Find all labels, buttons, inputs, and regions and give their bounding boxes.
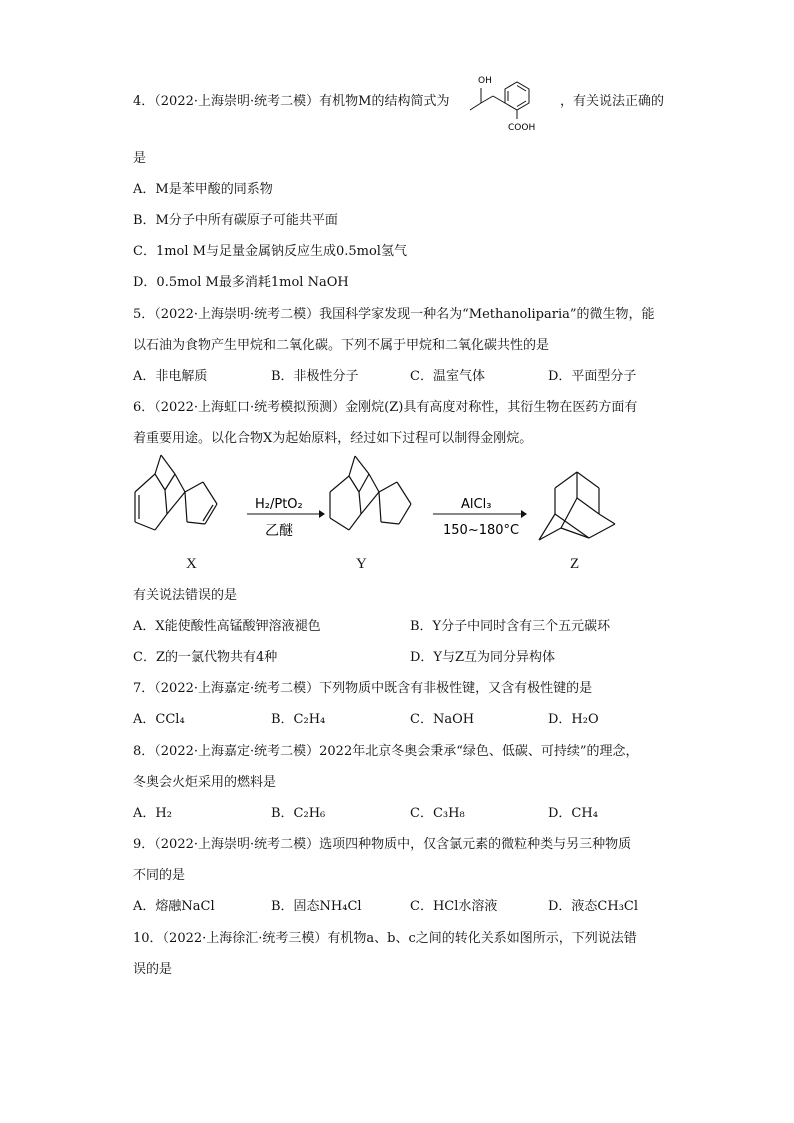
q4-stem-b: ，有关说法正确的	[560, 94, 665, 109]
q4-number: 4．	[133, 94, 155, 109]
q6-reaction-scheme	[125, 452, 645, 552]
q6-question: 有关说法错误的是	[133, 588, 238, 603]
q8-line1	[133, 743, 639, 761]
q6-option-a: A．X能使酸性高锰酸钾溶液褪色	[133, 619, 321, 634]
q10-number: 10．	[133, 931, 163, 946]
q5-line2: 以石油为食物产生甲烷和二氧化碳。下列不属于甲烷和二氧化碳共性的是	[133, 338, 550, 353]
q7-option-a: A．CCl₄	[133, 712, 185, 727]
q10-text1: 有机物a、b、c之间的转化关系如图所示，下列说法错	[327, 931, 637, 946]
q5-text1: 我国科学家发现一种名为“Methanoliparia”的微生物，能	[319, 307, 655, 322]
q4-cooh-label: COOH	[508, 123, 536, 133]
q9-text1: 选项四种物质中，仅含氯元素的微粒种类与另三种物质	[319, 837, 632, 852]
q4-option-a: A．M是苯甲酸的同系物	[133, 182, 273, 197]
q4-oh-label: OH	[478, 76, 492, 86]
q6-option-d: D．Y与Z互为同分异构体	[410, 650, 556, 665]
q6-arrow1-top: H₂/PtO₂	[255, 497, 303, 512]
q7-option-d: D．H₂O	[548, 712, 599, 727]
q6-number: 6．	[133, 400, 155, 415]
q6-arrow-1-head	[319, 510, 325, 518]
q9-number: 9．	[133, 837, 155, 852]
q9-option-d: D．液态CH₃Cl	[548, 899, 639, 914]
q6-label-z: Z	[570, 556, 580, 572]
q9-option-b: B．固态NH₄Cl	[271, 899, 362, 914]
q9-source: （2022·上海崇明·统考二模）	[154, 837, 320, 852]
q4-stem-a: 有机物M的结构简式为	[319, 94, 450, 109]
q10-line1	[133, 930, 637, 948]
q5-option-a: A．非电解质	[133, 369, 208, 384]
q7-option-b: B．C₂H₄	[271, 712, 326, 727]
q6-label-y: Y	[356, 556, 367, 572]
q7-stem: 下列物质中既含有非极性键，又含有极性键的是	[319, 681, 593, 696]
q6-molecule-x	[135, 455, 217, 530]
q10-line2: 误的是	[133, 962, 173, 977]
q5-line1	[133, 306, 655, 324]
q6-text1: 金刚烷(Z)具有高度对称性，其衍生物在医药方面有	[345, 400, 638, 415]
q7-number: 7．	[133, 681, 155, 696]
q9-option-c: C．HCl水溶液	[410, 899, 498, 914]
q9-line1	[133, 836, 631, 854]
q8-source: （2022·上海嘉定·统考二模）	[154, 744, 320, 759]
q8-line2: 冬奥会火炬采用的燃料是	[133, 775, 277, 790]
q4-stem-line	[133, 93, 449, 111]
q4-stem-c: 是	[133, 151, 147, 166]
q6-arrow2-top: AlCl₃	[461, 497, 492, 512]
q7-option-c: C．NaOH	[410, 712, 475, 727]
q6-line1	[133, 399, 637, 417]
q6-option-c: C．Z的一氯代物共有4种	[133, 650, 278, 665]
q6-source: （2022·上海虹口·统考模拟预测）	[154, 400, 346, 415]
q5-option-c: C．温室气体	[410, 369, 485, 384]
q4-option-c: C．1mol M与足量金属钠反应生成0.5mol氢气	[133, 244, 407, 259]
q10-source: （2022·上海徐汇·统考三模）	[162, 931, 328, 946]
q6-molecule-y	[330, 456, 411, 530]
q5-option-b: B．非极性分子	[271, 369, 359, 384]
q4-option-b: B．M分子中所有碳原子可能共平面	[133, 213, 338, 228]
q5-option-d: D．平面型分子	[548, 369, 637, 384]
q6-molecule-z	[539, 472, 615, 540]
q5-source: （2022·上海崇明·统考二模）	[154, 307, 320, 322]
q4-structure-M	[466, 70, 560, 136]
q6-arrow2-bottom: 150~180°C	[443, 523, 520, 538]
q4-option-d: D．0.5mol M最多消耗1mol NaOH	[133, 275, 349, 290]
q9-option-a: A．熔融NaCl	[133, 899, 215, 914]
q8-text1: 2022年北京冬奥会秉承“绿色、低碳、可持续”的理念，	[319, 744, 639, 759]
q6-option-b: B．Y分子中同时含有三个五元碳环	[410, 619, 611, 634]
q7-line	[133, 680, 592, 698]
q6-arrow1-bottom: 乙醚	[265, 523, 293, 539]
q5-number: 5．	[133, 307, 155, 322]
q6-label-x: X	[186, 556, 197, 572]
q8-option-b: B．C₂H₆	[271, 806, 326, 821]
q4-source: （2022·上海崇明·统考二模）	[154, 94, 320, 109]
q8-number: 8．	[133, 744, 155, 759]
q8-option-d: D．CH₄	[548, 806, 598, 821]
q8-option-a: A．H₂	[133, 806, 172, 821]
q7-source: （2022·上海嘉定·统考二模）	[154, 681, 320, 696]
q6-arrow-2-head	[521, 510, 527, 518]
q8-option-c: C．C₃H₈	[410, 806, 465, 821]
q9-line2: 不同的是	[133, 868, 186, 883]
q6-line2: 着重要用途。以化合物X为起始原料，经过如下过程可以制得金刚烷。	[133, 431, 533, 446]
